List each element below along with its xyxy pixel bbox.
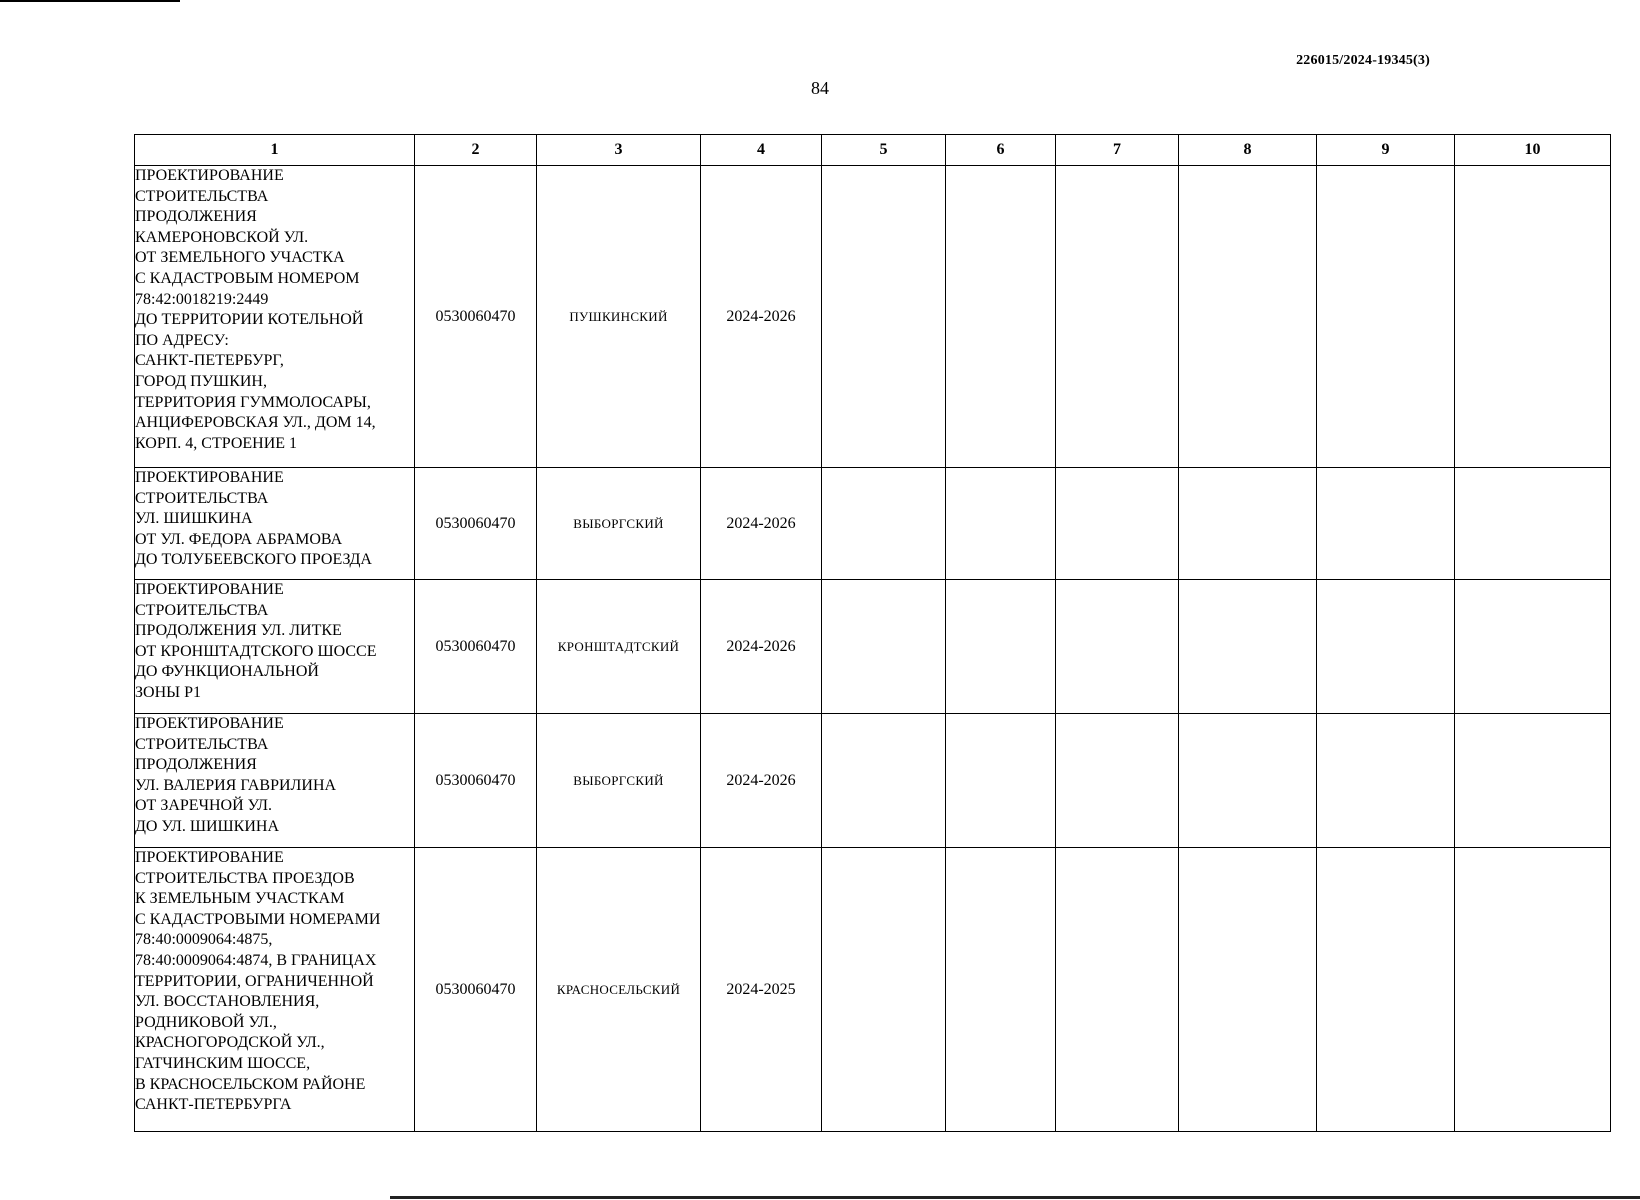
empty-cell	[1455, 166, 1611, 468]
period-cell: 2024-2026	[701, 714, 822, 848]
empty-cell	[822, 166, 946, 468]
scan-artifact-top-line	[0, 0, 180, 2]
period-cell: 2024-2025	[701, 848, 822, 1132]
empty-cell	[946, 580, 1056, 714]
empty-cell	[1056, 580, 1179, 714]
empty-cell	[946, 714, 1056, 848]
column-header-2: 2	[415, 135, 537, 166]
column-header-7: 7	[1056, 135, 1179, 166]
empty-cell	[946, 848, 1056, 1132]
period-cell: 2024-2026	[701, 580, 822, 714]
empty-cell	[1179, 166, 1317, 468]
empty-cell	[1317, 848, 1455, 1132]
empty-cell	[822, 714, 946, 848]
header-row	[135, 135, 1611, 166]
budget-code-cell: 0530060470	[415, 580, 537, 714]
empty-cell	[1317, 166, 1455, 468]
empty-cell	[946, 166, 1056, 468]
empty-cell	[1179, 714, 1317, 848]
project-name-cell: ПРОЕКТИРОВАНИЕ СТРОИТЕЛЬСТВА ПРОЕЗДОВ К ЗЕМЕЛЬНЫМ УЧАСТКАМ С КАДАСТРОВЫМИ НОМЕРАМИ 78:40:0009064:4875, 78:40:0009064:4874, В ГРАНИЦАХ ТЕРРИТОРИИ, ОГРАНИЧЕННОЙ УЛ. ВОССТАНОВЛЕНИЯ, РОДНИКОВОЙ УЛ., КРАСНОГОРОДСКОЙ УЛ., ГАТЧИНСКИМ ШОССЕ, В КРАСНОСЕЛЬСКОМ РАЙОНЕ САНКТ-ПЕТЕРБУРГА	[135, 848, 415, 1132]
column-header-10: 10	[1455, 135, 1611, 166]
page-number: 84	[811, 78, 829, 98]
district-cell: КРАСНОСЕЛЬСКИЙ	[537, 848, 701, 1132]
district-cell: КРОНШТАДТСКИЙ	[537, 580, 701, 714]
table-row	[135, 166, 1611, 468]
empty-cell	[1317, 468, 1455, 580]
scan-artifact-bottom-line	[390, 1196, 1640, 1199]
column-header-8: 8	[1179, 135, 1317, 166]
column-header-5: 5	[822, 135, 946, 166]
empty-cell	[822, 848, 946, 1132]
empty-cell	[1179, 468, 1317, 580]
budget-code-cell: 0530060470	[415, 714, 537, 848]
budget-code-cell: 0530060470	[415, 166, 537, 468]
column-header-4: 4	[701, 135, 822, 166]
program-table	[134, 134, 1611, 1132]
period-cell: 2024-2026	[701, 166, 822, 468]
table-row	[135, 580, 1611, 714]
column-header-6: 6	[946, 135, 1056, 166]
empty-cell	[822, 468, 946, 580]
empty-cell	[1455, 848, 1611, 1132]
budget-code-cell: 0530060470	[415, 468, 537, 580]
project-name-cell: ПРОЕКТИРОВАНИЕ СТРОИТЕЛЬСТВА УЛ. ШИШКИНА ОТ УЛ. ФЕДОРА АБРАМОВА ДО ТОЛУБЕЕВСКОГО ПРОЕЗДА	[135, 468, 415, 580]
empty-cell	[1056, 468, 1179, 580]
table-row	[135, 714, 1611, 848]
empty-cell	[1056, 714, 1179, 848]
empty-cell	[822, 580, 946, 714]
empty-cell	[1179, 848, 1317, 1132]
district-cell: ВЫБОРГСКИЙ	[537, 714, 701, 848]
project-name-cell: ПРОЕКТИРОВАНИЕ СТРОИТЕЛЬСТВА ПРОДОЛЖЕНИЯ УЛ. ЛИТКЕ ОТ КРОНШТАДТСКОГО ШОССЕ ДО ФУНКЦИОНАЛЬНОЙ ЗОНЫ Р1	[135, 580, 415, 714]
empty-cell	[1455, 714, 1611, 848]
empty-cell	[1455, 468, 1611, 580]
empty-cell	[946, 468, 1056, 580]
column-header-1: 1	[135, 135, 415, 166]
project-name-cell: ПРОЕКТИРОВАНИЕ СТРОИТЕЛЬСТВА ПРОДОЛЖЕНИЯ КАМЕРОНОВСКОЙ УЛ. ОТ ЗЕМЕЛЬНОГО УЧАСТКА С КАДАСТРОВЫМ НОМЕРОМ 78:42:0018219:2449 ДО ТЕРРИТОРИИ КОТЕЛЬНОЙ ПО АДРЕСУ: САНКТ-ПЕТЕРБУРГ, ГОРОД ПУШКИН, ТЕРРИТОРИЯ ГУММОЛОСАРЫ, АНЦИФЕРОВСКАЯ УЛ., ДОМ 14, КОРП. 4, СТРОЕНИЕ 1	[135, 166, 415, 468]
document-number: 226015/2024-19345(3)	[1296, 53, 1430, 68]
district-cell: ВЫБОРГСКИЙ	[537, 468, 701, 580]
empty-cell	[1056, 166, 1179, 468]
table-row	[135, 848, 1611, 1132]
period-cell: 2024-2026	[701, 468, 822, 580]
project-name-cell: ПРОЕКТИРОВАНИЕ СТРОИТЕЛЬСТВА ПРОДОЛЖЕНИЯ УЛ. ВАЛЕРИЯ ГАВРИЛИНА ОТ ЗАРЕЧНОЙ УЛ. ДО УЛ. ШИШКИНА	[135, 714, 415, 848]
column-header-3: 3	[537, 135, 701, 166]
empty-cell	[1317, 580, 1455, 714]
empty-cell	[1179, 580, 1317, 714]
empty-cell	[1317, 714, 1455, 848]
table-row	[135, 468, 1611, 580]
budget-code-cell: 0530060470	[415, 848, 537, 1132]
empty-cell	[1455, 580, 1611, 714]
district-cell: ПУШКИНСКИЙ	[537, 166, 701, 468]
column-header-9: 9	[1317, 135, 1455, 166]
empty-cell	[1056, 848, 1179, 1132]
